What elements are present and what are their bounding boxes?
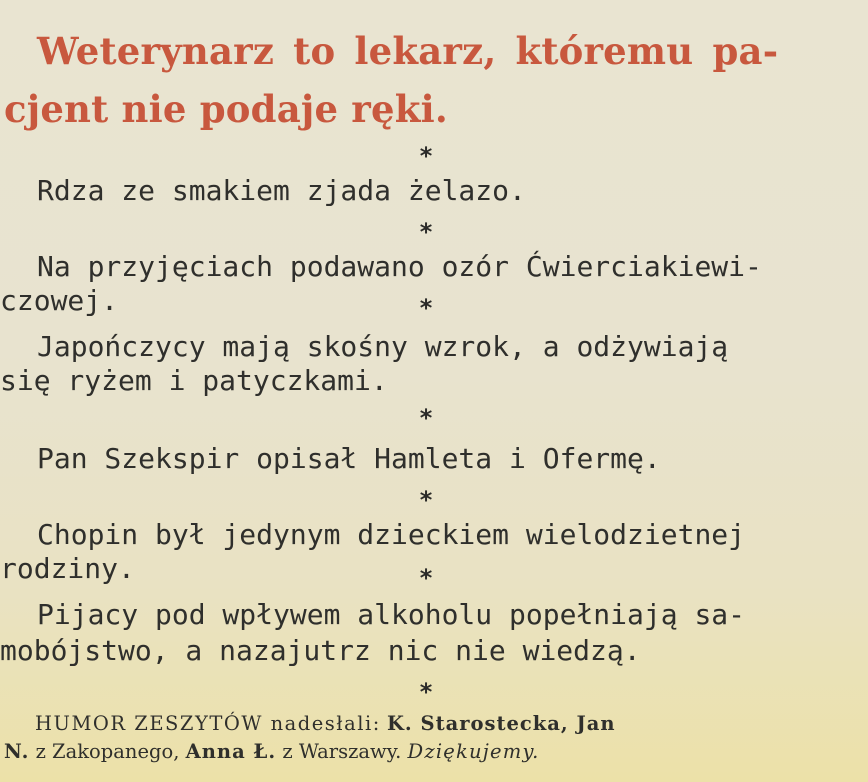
- headline-line-1: Weterynarz to lekarz, któremu pa-: [37, 29, 779, 73]
- joke-4-line-1: Pan Szekspir opisał Hamleta i Ofermę.: [37, 442, 661, 475]
- joke-6-line-2: mobójstwo, a nazajutrz nic nie wiedzą.: [0, 634, 641, 667]
- separator-star: *: [419, 218, 433, 246]
- credits-name-2-prefix: N.: [4, 740, 30, 763]
- joke-3-line-1: Japończycy mają skośny wzrok, a odżywiają: [37, 330, 729, 363]
- headline-line-2: cjent nie podaje ręki.: [4, 87, 448, 131]
- joke-1-line-1: Rdza ze smakiem zjada żelazo.: [37, 174, 526, 207]
- separator-star: *: [419, 142, 433, 170]
- credits-line-1: [4, 710, 868, 738]
- credits-name-1: K. Starostecka, Jan: [386, 712, 616, 735]
- credits-thanks: Dziękujemy.: [407, 740, 540, 763]
- joke-2-line-1: Na przyjęciach podawano ozór Ćwierciakiewi-: [37, 250, 762, 283]
- credits-name-3-prefix: Anna Ł.: [185, 740, 277, 763]
- joke-5-line-1: Chopin był jedynym dzieckiem wielodzietnej: [37, 518, 746, 551]
- separator-star: *: [419, 564, 433, 592]
- joke-6-line-1: Pijacy pod wpływem alkoholu popełniają sa-: [37, 598, 746, 631]
- headline-joke: [4, 22, 864, 138]
- separator-star: *: [419, 486, 433, 514]
- joke-2-line-2: czowej.: [0, 284, 119, 317]
- credits-name-2-rest: z Zakopanego,: [29, 740, 186, 763]
- separator-star: *: [419, 404, 433, 432]
- credits-line-2: [4, 738, 864, 766]
- credits-name-3-rest: z Warszawy.: [276, 740, 408, 763]
- credits-label: HUMOR ZESZYTÓW nadesłali:: [35, 712, 381, 735]
- separator-star: *: [419, 678, 433, 706]
- joke-5-line-2: rodziny.: [0, 552, 135, 585]
- separator-star: *: [419, 294, 433, 322]
- joke-3-line-2: się ryżem i patyczkami.: [0, 364, 388, 397]
